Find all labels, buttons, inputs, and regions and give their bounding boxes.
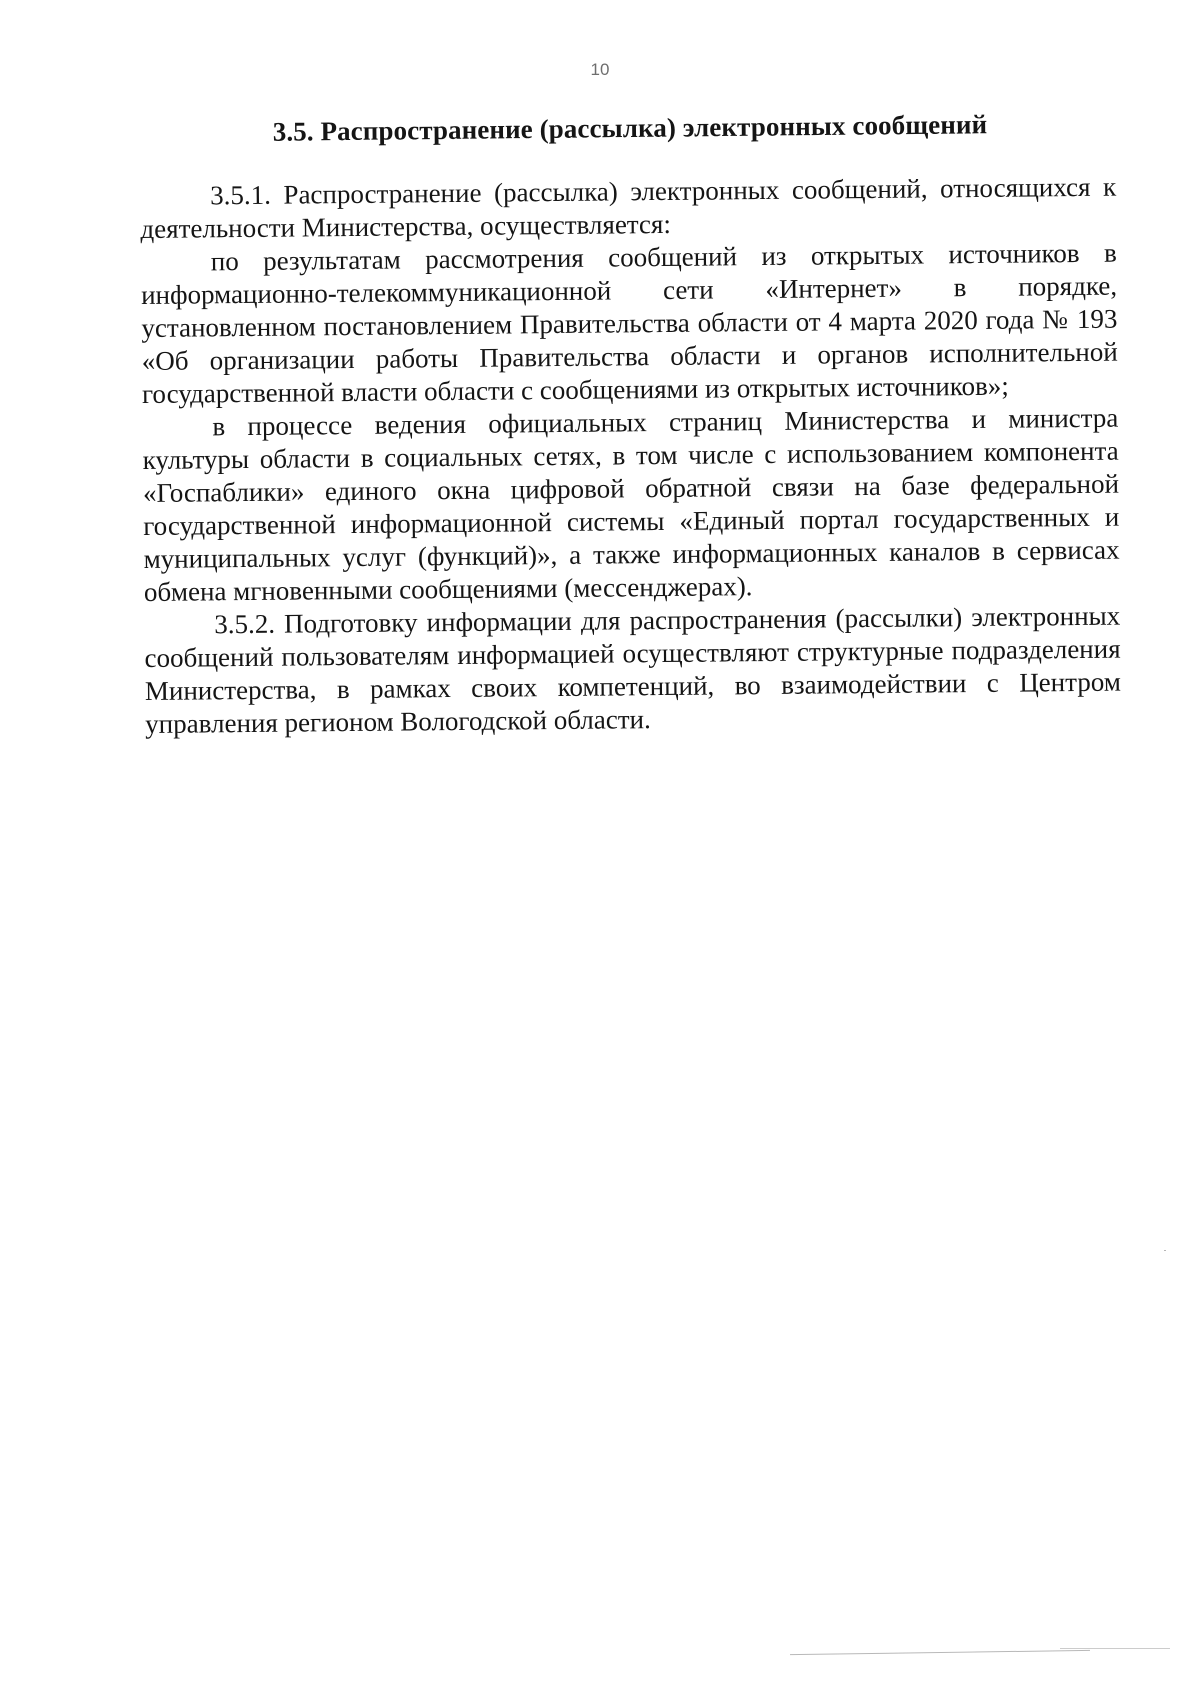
section-title: 3.5. Распространение (рассылка) электронных сообщений bbox=[272, 109, 988, 147]
paragraph-open-sources: по результатам рассмотрения сообщений из открытых источников в информационно-телекоммуникационной сети «Интернет» в порядке, установленном постановлением Правительства области от 4 марта 2020 года № 193 «Об организации работы Правительства области и органов исполнительной государственной власти области с сообщениями из открытых источников»; bbox=[140, 237, 1118, 409]
scan-artifact-line bbox=[1060, 1648, 1170, 1649]
scan-artifact-line bbox=[790, 1650, 1090, 1655]
paragraph-3-5-2: 3.5.2. Подготовку информации для распространения (рассылки) электронных сообщений пользователям информацией осуществляют структурные подразделения Министерства, в рамках своих компетенций, во взаимодействии с Центром управления регионом Вологодской области. bbox=[144, 600, 1122, 739]
page-number: 10 bbox=[590, 60, 610, 79]
scan-artifact-speck bbox=[1164, 1250, 1166, 1251]
paragraph-3-5-1: 3.5.1. Распространение (рассылка) электронных сообщений, относящихся к деятельности Министерства, осуществляется: bbox=[140, 171, 1117, 244]
paragraph-social-networks: в процессе ведения официальных страниц Министерства и министра культуры области в социальных сетях, в том числе с использованием компонента «Госпаблики» единого окна цифровой обратной связи на базе федеральной государственной информационной системы «Единый портал государственных и муниципальных услуг (функций)», а также информационных каналов в сервисах обмена мгновенными сообщениями (мессенджерах). bbox=[142, 402, 1120, 607]
section-body bbox=[140, 171, 1121, 741]
